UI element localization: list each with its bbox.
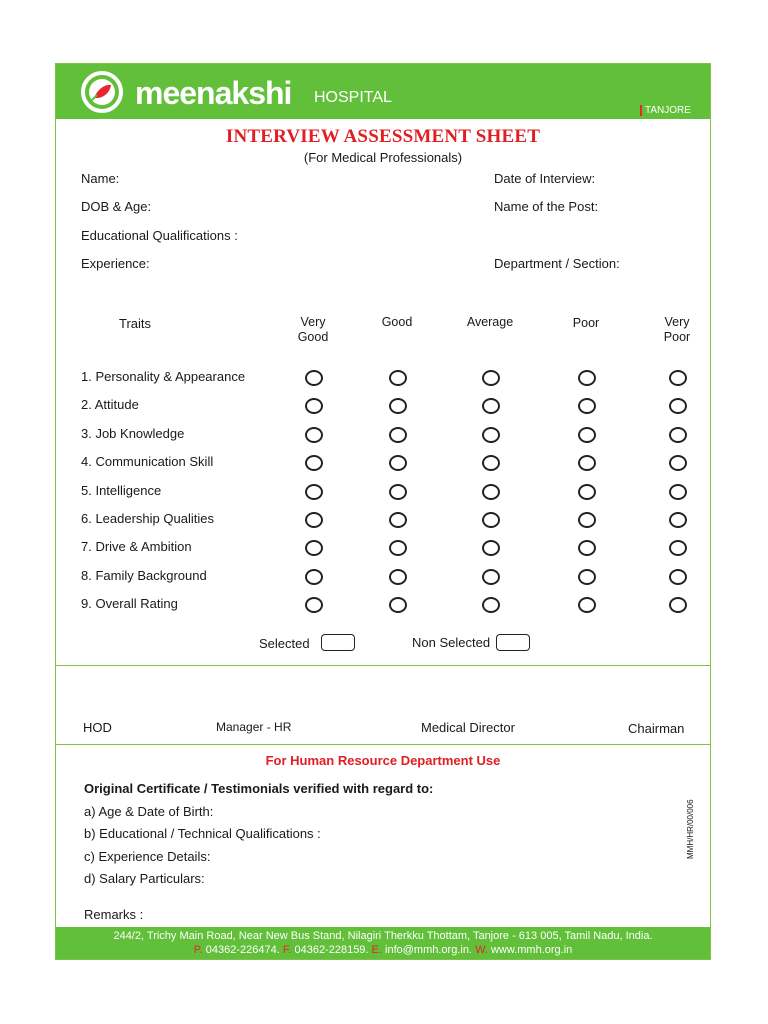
rating-radio-poor[interactable] bbox=[578, 484, 596, 500]
department-label: Department / Section: bbox=[494, 256, 620, 271]
certificate-heading: Original Certificate / Testimonials verified with regard to: bbox=[84, 781, 434, 796]
rating-radio-good[interactable] bbox=[389, 370, 407, 386]
trait-label: 1. Personality & Appearance bbox=[81, 369, 246, 384]
name-field-label: Name: bbox=[81, 171, 120, 186]
trait-label: 4. Communication Skill bbox=[81, 454, 214, 470]
trait-label: 3. Job Knowledge bbox=[81, 425, 185, 441]
email-address: info@mmh.org.in. bbox=[385, 944, 472, 956]
header-band bbox=[56, 64, 710, 119]
column-header-very-poor: Very Poor bbox=[663, 315, 691, 344]
web-label: W. bbox=[475, 944, 488, 956]
traits-header: Traits bbox=[119, 316, 152, 331]
dob-age-label: DOB & Age: bbox=[81, 199, 152, 214]
rating-radio-very-poor[interactable] bbox=[669, 569, 687, 585]
rating-radio-very-good[interactable] bbox=[305, 569, 323, 585]
web-address: www.mmh.org.in bbox=[490, 944, 573, 956]
rating-radio-very-good[interactable] bbox=[305, 398, 323, 414]
page-title: INTERVIEW ASSESSMENT SHEET bbox=[225, 126, 541, 147]
rating-radio-poor[interactable] bbox=[578, 427, 596, 443]
signature-chairman: Chairman bbox=[628, 721, 685, 736]
rating-radio-good[interactable] bbox=[389, 455, 407, 471]
column-header-average: Average bbox=[466, 315, 514, 329]
rating-radio-very-poor[interactable] bbox=[669, 427, 687, 443]
trait-label: 7. Drive & Ambition bbox=[81, 539, 192, 555]
rating-radio-poor[interactable] bbox=[578, 597, 596, 613]
signature-medical-director: Medical Director bbox=[421, 720, 515, 735]
remarks-label: Remarks : bbox=[84, 907, 144, 922]
rating-radio-very-poor[interactable] bbox=[669, 455, 687, 471]
rating-radio-average[interactable] bbox=[482, 540, 500, 556]
fax-label: F. bbox=[282, 944, 292, 956]
cert-item-age: a) Age & Date of Birth: bbox=[84, 804, 214, 819]
rating-radio-poor[interactable] bbox=[578, 512, 596, 528]
column-header-poor: Poor bbox=[572, 316, 600, 330]
phone-label: P. bbox=[193, 944, 203, 956]
rating-radio-average[interactable] bbox=[482, 484, 500, 500]
brand-subtitle: HOSPITAL bbox=[314, 89, 392, 106]
divider bbox=[56, 744, 710, 745]
cert-item-experience: c) Experience Details: bbox=[84, 849, 211, 864]
rating-radio-very-poor[interactable] bbox=[669, 484, 687, 500]
trait-label: 2. Attitude bbox=[81, 397, 139, 413]
rating-radio-good[interactable] bbox=[389, 484, 407, 500]
rating-radio-very-poor[interactable] bbox=[669, 512, 687, 528]
rating-radio-average[interactable] bbox=[482, 427, 500, 443]
rating-radio-very-good[interactable] bbox=[305, 597, 323, 613]
column-header-very-good: Very Good bbox=[297, 315, 329, 344]
experience-label: Experience: bbox=[81, 256, 150, 271]
rating-radio-average[interactable] bbox=[482, 398, 500, 414]
brand-name: meenakshi bbox=[135, 75, 292, 111]
rating-radio-very-good[interactable] bbox=[305, 540, 323, 556]
page-subtitle: (For Medical Professionals) bbox=[303, 150, 463, 165]
rating-radio-very-good[interactable] bbox=[305, 484, 323, 500]
hr-section-heading: For Human Resource Department Use bbox=[265, 753, 501, 768]
cert-item-salary: d) Salary Particulars: bbox=[84, 871, 205, 886]
rating-radio-very-poor[interactable] bbox=[669, 540, 687, 556]
rating-radio-poor[interactable] bbox=[578, 398, 596, 414]
trait-label: 5. Intelligence bbox=[81, 482, 162, 498]
rating-radio-good[interactable] bbox=[389, 398, 407, 414]
footer-contacts bbox=[56, 944, 710, 956]
phone-number: 04362-226474. bbox=[205, 944, 280, 956]
date-of-interview-label: Date of Interview: bbox=[494, 171, 596, 186]
divider bbox=[56, 665, 710, 666]
email-label: E. bbox=[371, 944, 382, 956]
rating-radio-very-good[interactable] bbox=[305, 455, 323, 471]
cert-item-education: b) Educational / Technical Qualifications : bbox=[84, 826, 321, 841]
rating-radio-good[interactable] bbox=[389, 569, 407, 585]
rating-radio-poor[interactable] bbox=[578, 455, 596, 471]
rating-radio-very-poor[interactable] bbox=[669, 597, 687, 613]
rating-radio-poor[interactable] bbox=[578, 540, 596, 556]
city-label: TANJORE bbox=[640, 105, 691, 116]
signature-hod: HOD bbox=[83, 720, 112, 735]
rating-radio-very-good[interactable] bbox=[305, 370, 323, 386]
name-of-post-label: Name of the Post: bbox=[494, 199, 599, 214]
rating-radio-good[interactable] bbox=[389, 512, 407, 528]
trait-label: 8. Family Background bbox=[81, 567, 207, 583]
selected-label: Selected bbox=[259, 636, 310, 651]
assessment-sheet bbox=[55, 63, 711, 960]
rating-radio-average[interactable] bbox=[482, 370, 500, 386]
rating-radio-average[interactable] bbox=[482, 512, 500, 528]
rating-radio-good[interactable] bbox=[389, 540, 407, 556]
rating-radio-very-good[interactable] bbox=[305, 512, 323, 528]
rating-radio-average[interactable] bbox=[482, 597, 500, 613]
trait-label: 9. Overall Rating bbox=[81, 596, 178, 612]
hospital-logo-icon bbox=[80, 70, 124, 114]
signature-manager-hr: Manager - HR bbox=[216, 720, 292, 734]
footer bbox=[56, 927, 710, 959]
rating-radio-poor[interactable] bbox=[578, 569, 596, 585]
rating-radio-good[interactable] bbox=[389, 427, 407, 443]
rating-radio-very-poor[interactable] bbox=[669, 398, 687, 414]
selected-checkbox[interactable] bbox=[321, 634, 355, 651]
footer-address: 244/2, Trichy Main Road, Near New Bus Stand, Nilagiri Therkku Thottam, Tanjore - 613 005, Tamil Nadu, India. bbox=[113, 930, 653, 942]
rating-radio-poor[interactable] bbox=[578, 370, 596, 386]
rating-radio-good[interactable] bbox=[389, 597, 407, 613]
fax-number: 04362-228159. bbox=[294, 944, 369, 956]
rating-radio-very-poor[interactable] bbox=[669, 370, 687, 386]
rating-radio-average[interactable] bbox=[482, 455, 500, 471]
rating-radio-very-good[interactable] bbox=[305, 427, 323, 443]
rating-radio-average[interactable] bbox=[482, 569, 500, 585]
non-selected-label: Non Selected bbox=[412, 635, 491, 650]
form-code: MMH/HR/00/006 bbox=[686, 799, 695, 859]
non-selected-checkbox[interactable] bbox=[496, 634, 530, 651]
column-header-good: Good bbox=[381, 315, 413, 329]
trait-label: 6. Leadership Qualities bbox=[81, 511, 214, 526]
education-label: Educational Qualifications : bbox=[81, 228, 238, 243]
